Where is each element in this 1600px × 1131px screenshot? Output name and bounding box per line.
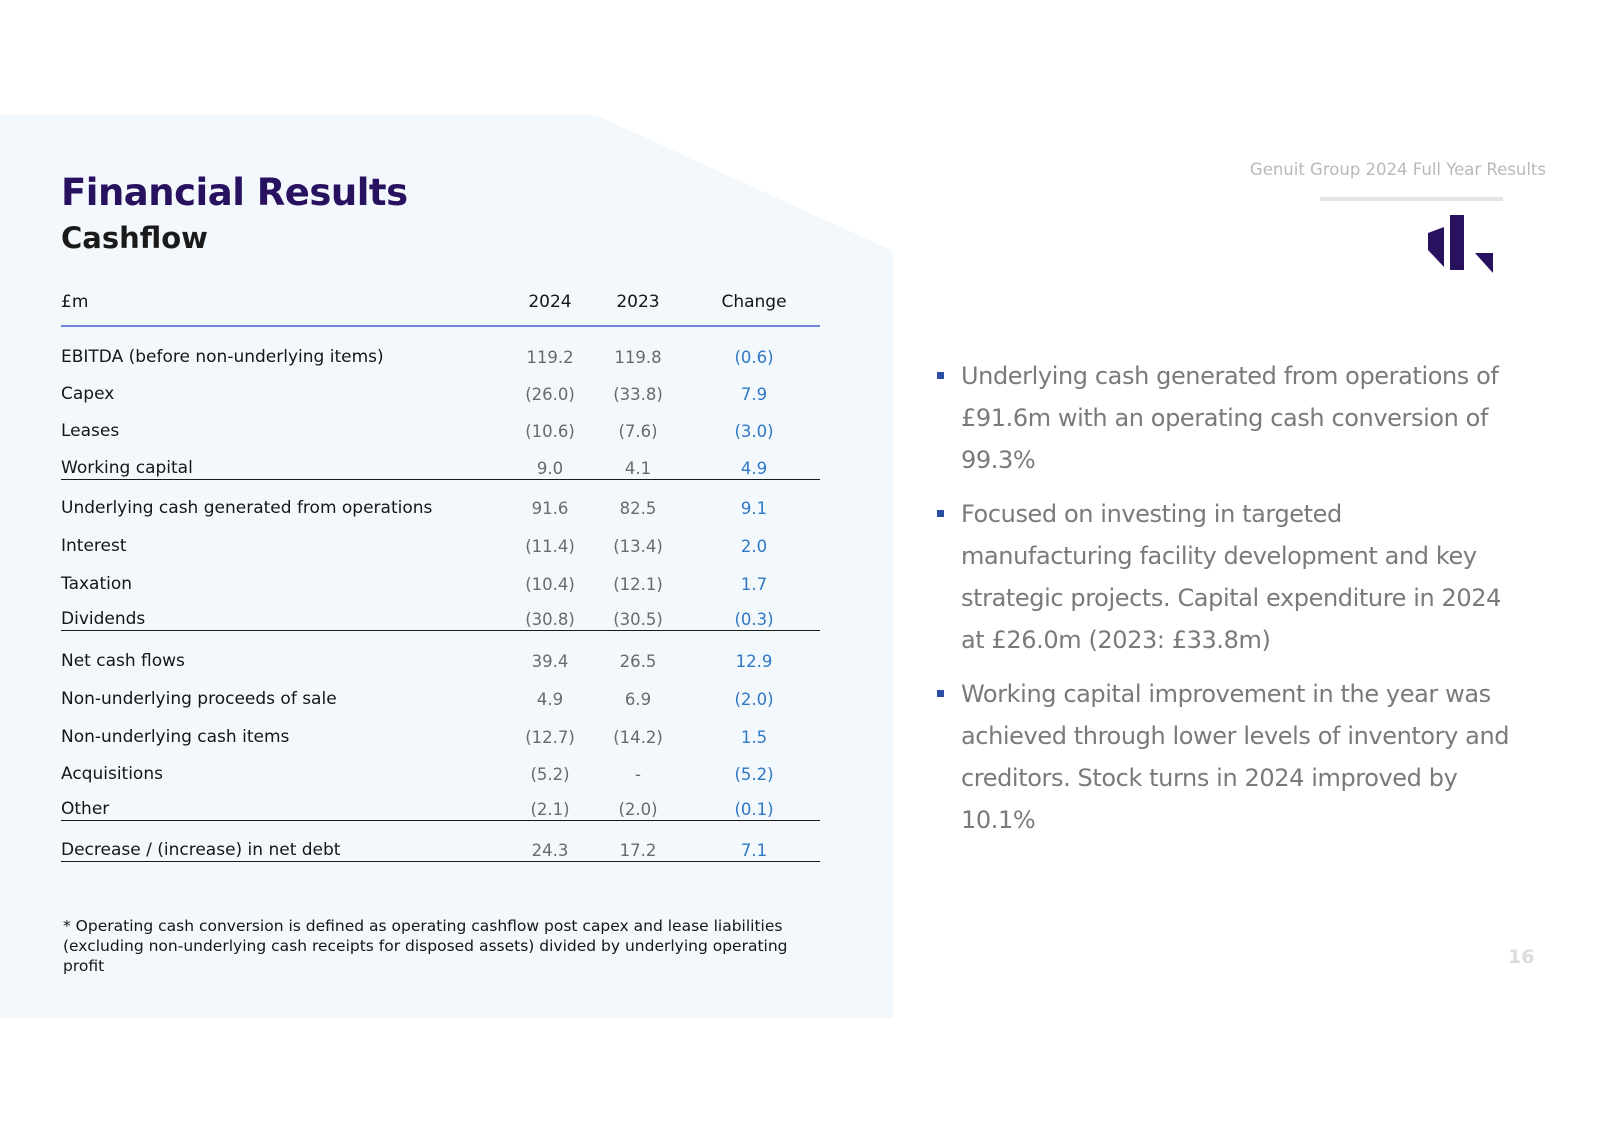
col-header-change: Change [721,292,787,312]
page-subtitle: Cashflow [61,221,208,255]
key-point-text: Working capital improvement in the year was achieved through lower levels of inventory and creditors. Stock turns in 2024 improved by 10.1% [961,680,1510,834]
value-2023: 4.1 [624,459,652,478]
col-header-currency: £m [61,292,89,312]
value-2023: 119.8 [614,348,662,367]
value-2024: 91.6 [531,499,569,518]
value-change: (0.6) [734,348,774,367]
col-header-2023: 2023 [616,292,660,312]
row-label: Non-underlying cash items [61,727,290,747]
table-row [61,824,820,862]
value-2023: (30.5) [613,610,663,629]
value-change: 1.7 [740,575,768,594]
row-label: Capex [61,384,115,404]
row-label: Non-underlying proceeds of sale [61,689,337,709]
value-change: 9.1 [740,499,768,518]
value-2024: (10.4) [525,575,575,594]
page-title: Financial Results [61,171,408,214]
value-2023: 17.2 [619,841,657,860]
table-row [61,331,820,368]
value-change: 12.9 [735,652,773,671]
value-2024: (12.7) [525,728,575,747]
table-row [61,368,820,405]
header-divider [1320,197,1503,201]
value-2023: (2.0) [618,800,658,819]
row-label: Underlying cash generated from operations [61,498,433,518]
value-2024: 4.9 [536,690,564,709]
value-2024: (2.1) [530,800,570,819]
value-2024: (30.8) [525,610,575,629]
value-change: (0.1) [734,800,774,819]
footnote: * Operating cash conversion is defined as operating cashflow post capex and lease liabilities (excluding non-underlying cash receipts for disposed assets) divided by underlying operating profit [63,917,788,975]
row-label: Decrease / (increase) in net debt [61,840,341,860]
bullet-square-icon [937,372,944,379]
col-header-2024: 2024 [528,292,572,312]
value-change: 1.5 [740,728,768,747]
value-2024: (26.0) [525,385,575,404]
value-change: (0.3) [734,610,774,629]
value-change: 7.1 [740,841,768,860]
table-row [61,748,820,785]
row-label: Other [61,799,110,819]
key-point [937,673,1517,841]
value-2023: 6.9 [624,690,652,709]
key-points-list [937,355,1517,853]
value-change: 7.9 [740,385,768,404]
value-2023: (14.2) [613,728,663,747]
value-2024: 9.0 [536,459,564,478]
genuit-logo-icon [1428,215,1498,273]
table-row [61,673,820,710]
value-2023: 26.5 [619,652,657,671]
value-2023: (12.1) [613,575,663,594]
value-2023: (7.6) [618,422,658,441]
table-header [61,285,820,327]
table-row [61,442,820,480]
table-row [61,482,820,519]
value-2023: 82.5 [619,499,657,518]
value-change: 2.0 [740,537,768,556]
page-number: 16 [1508,946,1535,968]
value-2023: (33.8) [613,385,663,404]
row-label: EBITDA (before non-underlying items) [61,347,384,367]
table-row [61,520,820,557]
key-point [937,493,1517,661]
key-point-text: Underlying cash generated from operations of £91.6m with an operating cash conversion of 99.3% [961,362,1499,474]
value-change: 4.9 [740,459,768,478]
value-2023: - [635,765,641,784]
row-label: Working capital [61,458,193,478]
value-change: (2.0) [734,690,774,709]
table-row [61,558,820,595]
value-change: (3.0) [734,422,774,441]
value-2024: (11.4) [525,537,575,556]
table-row [61,783,820,821]
row-label: Leases [61,421,120,441]
row-label: Dividends [61,609,146,629]
key-point-text: Focused on investing in targeted manufacturing facility development and key strategic projects. Capital expenditure in 2024 at £26.0m (2023: £33.8m) [961,500,1502,654]
value-2024: (10.6) [525,422,575,441]
value-2023: (13.4) [613,537,663,556]
table-row [61,635,820,672]
bullet-square-icon [937,690,944,697]
row-label: Interest [61,536,127,556]
header-brand-text: Genuit Group 2024 Full Year Results [1249,160,1546,179]
row-label: Taxation [61,574,133,594]
value-change: (5.2) [734,765,774,784]
row-label: Acquisitions [61,764,163,784]
key-point [937,355,1517,481]
value-2024: (5.2) [530,765,570,784]
bullet-square-icon [937,510,944,517]
table-row [61,405,820,442]
value-2024: 119.2 [526,348,574,367]
value-2024: 39.4 [531,652,569,671]
value-2024: 24.3 [531,841,569,860]
table-row [61,593,820,631]
row-label: Net cash flows [61,651,185,671]
table-row [61,711,820,748]
